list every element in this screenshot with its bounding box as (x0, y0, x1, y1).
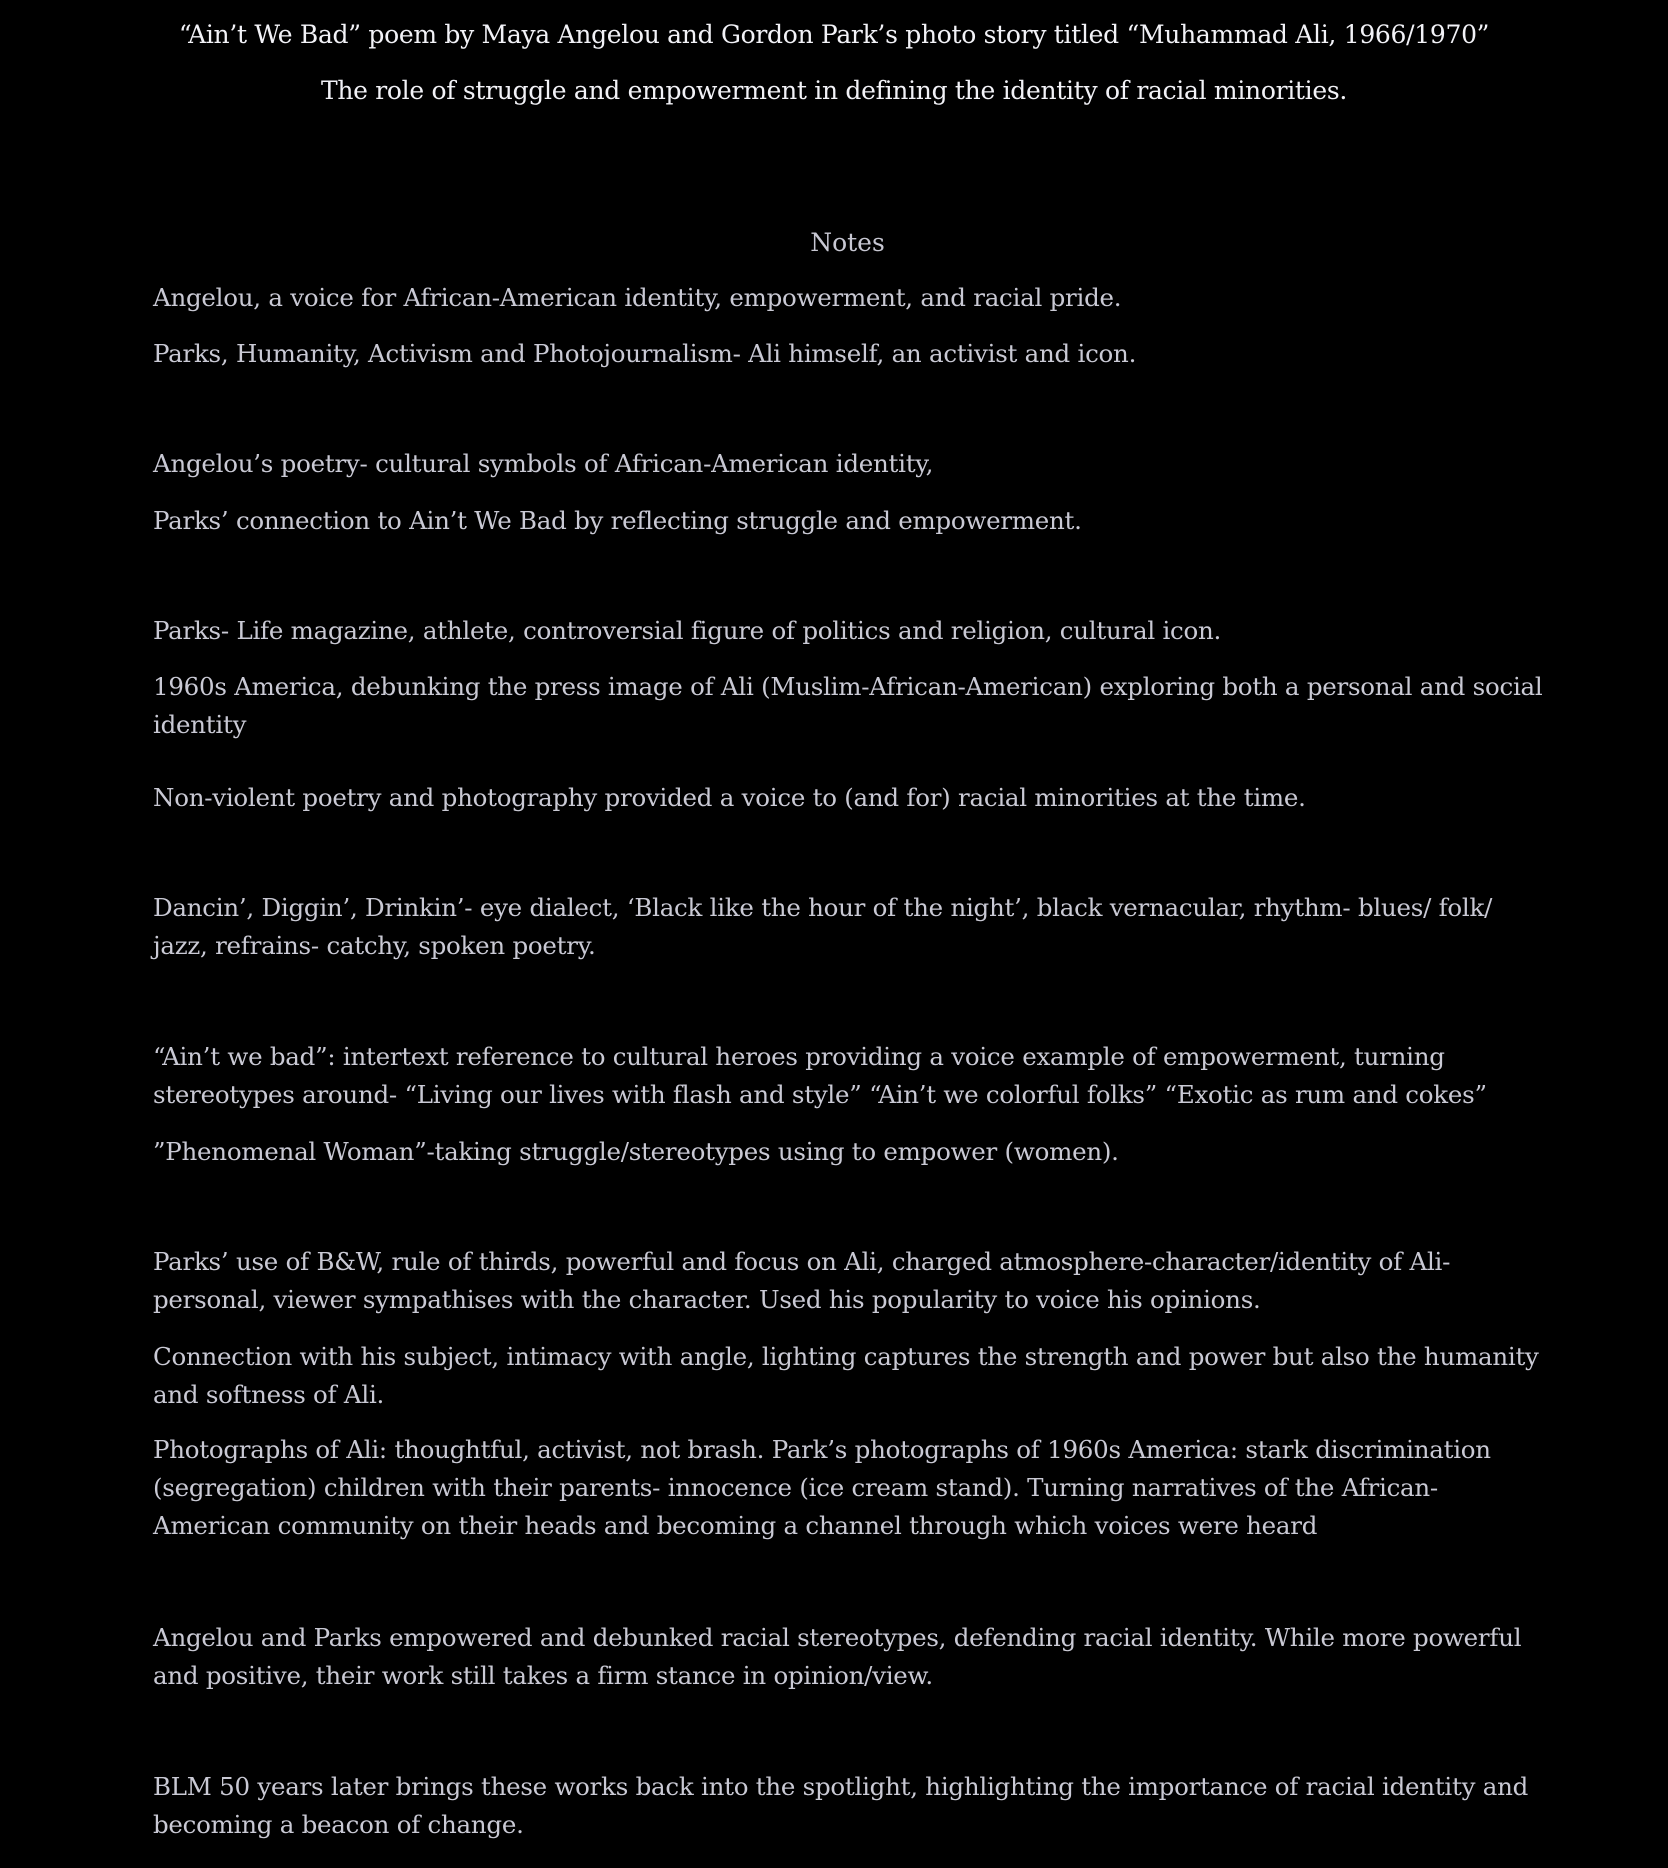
note-paragraph: Parks- Life magazine, athlete, controversial figure of politics and religion, cultural icon. (153, 616, 1222, 645)
document-subtitle: The role of struggle and empowerment in defining the identity of racial minorities. (320, 76, 1348, 105)
note-paragraph: BLM 50 years later brings these works back into the spotlight, highlighting the importance of racial identity and becoming a beacon of change. (153, 1772, 1529, 1839)
note-paragraph: Dancin’, Diggin’, Drinkin’- eye dialect, ‘Black like the hour of the night’, black vernacular, rhythm- blues/ folk/ jazz, refrains- catchy, spoken poetry. (153, 893, 1493, 960)
notes-heading: Notes (810, 228, 885, 257)
note-paragraph: Angelou, a voice for African-American identity, empowerment, and racial pride. (153, 283, 1122, 312)
note-paragraph: Non-violent poetry and photography provided a voice to (and for) racial minorities at the time. (153, 783, 1306, 812)
note-paragraph: Parks, Humanity, Activism and Photojournalism- Ali himself, an activist and icon. (153, 339, 1137, 368)
note-paragraph: 1960s America, debunking the press image of Ali (Muslim-African-American) exploring both a personal and social identity (153, 672, 1543, 739)
note-paragraph: “Ain’t we bad”: intertext reference to cultural heroes providing a voice example of empowerment, turning stereotypes around- “Living our lives with flash and style” “Ain’t we colorful folks” “Exotic as rum and cokes” (153, 1042, 1487, 1109)
note-paragraph: ”Phenomenal Woman”-taking struggle/stereotypes using to empower (women). (153, 1137, 1119, 1166)
note-paragraph: Parks’ use of B&W, rule of thirds, powerful and focus on Ali, charged atmosphere-character/identity of Ali- personal, viewer sympathises with the character. Used his popularity to voice his opinions. (153, 1247, 1451, 1314)
note-paragraph: Parks’ connection to Ain’t We Bad by reflecting struggle and empowerment. (153, 506, 1082, 535)
document-title: “Ain’t We Bad” poem by Maya Angelou and Gordon Park’s photo story titled “Muhammad Ali, 1966/1970” (178, 20, 1490, 49)
note-paragraph: Angelou and Parks empowered and debunked racial stereotypes, defending racial identity. While more powerful and positive, their work still takes a firm stance in opinion/view. (153, 1623, 1522, 1690)
note-paragraph: Angelou’s poetry- cultural symbols of African-American identity, (153, 449, 934, 478)
note-paragraph: Connection with his subject, intimacy with angle, lighting captures the strength and power but also the humanity and softness of Ali. (153, 1342, 1539, 1409)
note-paragraph: Photographs of Ali: thoughtful, activist, not brash. Park’s photographs of 1960s America: stark discrimination (segregation) children with their parents- innocence (ice cream stand). Turning narratives of the African-American community on their heads and becoming a channel through which voices were heard (153, 1435, 1491, 1540)
